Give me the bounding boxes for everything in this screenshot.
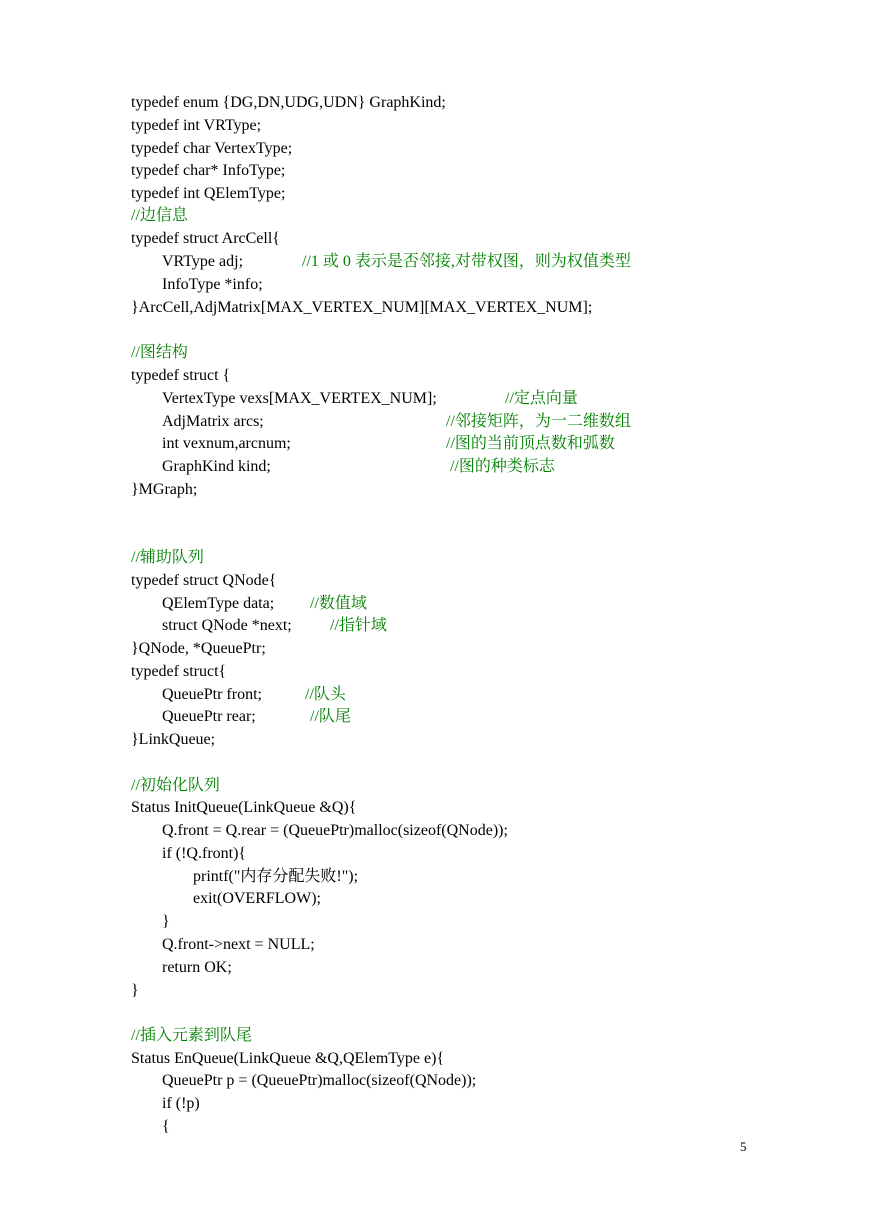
comment-text: //邻接矩阵，为一二维数组	[446, 413, 631, 430]
comment-line	[302, 252, 631, 272]
code-text: QueuePtr rear;	[162, 708, 256, 725]
code-line	[162, 821, 508, 841]
code-line	[131, 229, 280, 249]
code-line	[162, 935, 315, 955]
code-text: VertexType vexs[MAX_VERTEX_NUM];	[162, 390, 437, 407]
code-text: typedef enum {DG,DN,UDG,UDN} GraphKind;	[131, 94, 446, 111]
code-line	[131, 981, 139, 1001]
comment-text: //队头	[305, 686, 346, 703]
comment-text: //定点向量	[505, 390, 578, 407]
code-text: }	[131, 982, 139, 999]
code-text: }QNode, *QueuePtr;	[131, 640, 266, 657]
code-text: Q.front->next = NULL;	[162, 936, 315, 953]
code-text: GraphKind kind;	[162, 458, 271, 475]
code-line	[131, 298, 592, 318]
code-line	[162, 389, 437, 409]
code-line	[162, 1117, 170, 1137]
code-line	[162, 434, 291, 454]
code-line	[131, 1049, 444, 1069]
comment-text: //队尾	[310, 708, 351, 725]
comment-line	[310, 707, 351, 727]
code-line	[131, 480, 197, 500]
code-text: AdjMatrix arcs;	[162, 413, 264, 430]
code-text: typedef int QElemType;	[131, 185, 286, 202]
comment-text: //边信息	[131, 207, 188, 224]
comment-text: //图的种类标志	[450, 458, 555, 475]
code-text: int vexnum,arcnum;	[162, 435, 291, 452]
comment-line	[450, 457, 555, 477]
code-line	[131, 730, 215, 750]
comment-line	[446, 412, 631, 432]
code-text: typedef struct QNode{	[131, 572, 277, 589]
code-text: }ArcCell,AdjMatrix[MAX_VERTEX_NUM][MAX_VERTEX_NUM];	[131, 299, 593, 316]
code-text: struct QNode *next;	[162, 617, 292, 634]
code-line	[162, 616, 292, 636]
code-text: if (!Q.front){	[162, 845, 247, 862]
comment-text: //1 或 0 表示是否邻接,对带权图，则为权值类型	[302, 253, 631, 270]
code-text: typedef struct {	[131, 367, 231, 384]
code-line	[162, 252, 243, 272]
code-line	[193, 867, 358, 887]
code-line	[131, 639, 266, 659]
code-text: typedef struct ArcCell{	[131, 230, 280, 247]
comment-line	[131, 1026, 252, 1046]
code-line	[131, 139, 292, 159]
code-line	[162, 457, 271, 477]
code-line	[131, 366, 230, 386]
code-line	[131, 571, 276, 591]
code-text: {	[162, 1118, 170, 1135]
code-line	[162, 844, 246, 864]
code-line	[162, 412, 264, 432]
code-text: if (!p)	[162, 1095, 200, 1112]
comment-line	[131, 343, 188, 363]
code-text: QueuePtr p = (QueuePtr)malloc(sizeof(QNode));	[162, 1072, 477, 1089]
code-text: }LinkQueue;	[131, 731, 216, 748]
code-text: QElemType data;	[162, 595, 275, 612]
comment-line	[505, 389, 578, 409]
code-line	[131, 798, 356, 818]
code-line	[131, 116, 261, 136]
comment-line	[446, 434, 615, 454]
code-line	[162, 594, 274, 614]
code-text: typedef int VRType;	[131, 117, 262, 134]
code-text: typedef char* InfoType;	[131, 162, 286, 179]
code-text: Status InitQueue(LinkQueue &Q){	[131, 799, 357, 816]
code-text: Status EnQueue(LinkQueue &Q,QElemType e){	[131, 1050, 445, 1067]
code-line	[162, 912, 170, 932]
comment-line	[131, 548, 204, 568]
code-line	[131, 662, 226, 682]
comment-line	[305, 685, 346, 705]
code-text: Q.front = Q.rear = (QueuePtr)malloc(sizeof(QNode));	[162, 822, 508, 839]
code-line	[193, 889, 321, 909]
code-text: typedef struct{	[131, 663, 227, 680]
code-text: }	[162, 913, 170, 930]
code-text: QueuePtr front;	[162, 686, 262, 703]
code-text: typedef char VertexType;	[131, 140, 293, 157]
code-line	[162, 1071, 476, 1091]
page-number: 5	[740, 1139, 747, 1154]
code-text: return OK;	[162, 959, 232, 976]
code-text: VRType adj;	[162, 253, 244, 270]
code-text: printf("内存分配失败!");	[193, 868, 359, 885]
code-line	[131, 161, 285, 181]
comment-text: //图的当前顶点数和弧数	[446, 435, 615, 452]
code-line	[131, 93, 446, 113]
code-text: }MGraph;	[131, 481, 198, 498]
comment-line	[330, 616, 387, 636]
code-line	[162, 275, 263, 295]
code-line	[162, 958, 232, 978]
code-line	[131, 184, 285, 204]
comment-text: //数值域	[310, 595, 367, 612]
comment-text: //辅助队列	[131, 549, 204, 566]
code-text: exit(OVERFLOW);	[193, 890, 321, 907]
comment-line	[131, 776, 220, 796]
comment-text: //插入元素到队尾	[131, 1027, 252, 1044]
comment-line	[310, 594, 367, 614]
code-text: InfoType *info;	[162, 276, 263, 293]
comment-line	[131, 206, 188, 226]
code-line	[162, 685, 262, 705]
comment-text: //图结构	[131, 344, 188, 361]
comment-text: //初始化队列	[131, 777, 220, 794]
code-line	[162, 1094, 200, 1114]
code-line	[162, 707, 256, 727]
comment-text: //指针域	[330, 617, 387, 634]
